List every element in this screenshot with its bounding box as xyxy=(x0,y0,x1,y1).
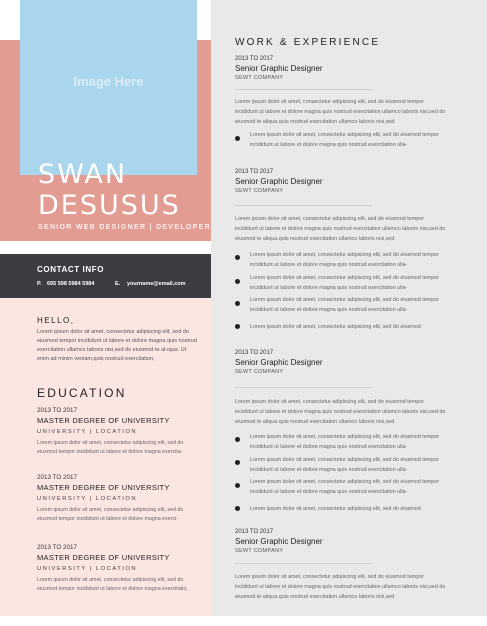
profile-photo-placeholder xyxy=(20,0,197,175)
bullet-icon xyxy=(235,460,240,465)
education-description: Lorem ipsum dolor sit amet, consectetur adipiscing elit, sed do eiusmod tempor incididunt ut labore et dolore magna exercita- xyxy=(37,440,184,455)
job-year: 2013 TO 2017 xyxy=(235,350,274,356)
bullet-icon xyxy=(235,324,240,329)
job-description: Lorem ipsum dolor sit amet, consectetur adipiscing elit, sed do eiusmod tempor incididunt ut labore et dolore magna quis nostrud exercitation ullamco laboris nisi,sed do eiusmod te aliqua.quis nostrud exercitation ullamco laboris nisi,sed xyxy=(235,216,446,242)
education-school: UNIVERSITY | LOCATION xyxy=(37,566,138,572)
phone-number: 695 598 5984 5984 xyxy=(47,281,95,287)
job-company: SEWT COMPANY xyxy=(235,75,284,81)
job-bullet: Lorem ipsum dolor sit amet, consectetur adipiscing elit, sed do eiusmod tempor incididunt ut labore et dolore magna quis nostrud exercitation ulla- xyxy=(250,275,440,291)
job-title: Senior Graphic Designer xyxy=(235,537,323,546)
job-description: Lorem ipsum dolor sit amet, consectetur adipiscing elit, sed do eiusmod tempor incididunt ut labore et dolore magna quis nostrud exercitation ullamco laboris nisi,sed do eiusmod te aliqua.quis nostrud exercitation ullamco laboris nisi,sed xyxy=(235,399,446,425)
hello-paragraph: Lorem ipsum dolor sit amet, consectetur adipiscing elit, sed do eiusmod tempor incididunt ut labore et dolore magna quis nostrud exercitation ullamco laboris nisi,sed do eiusmod te al-iqua. Ut enim ad minim veniam,quis nostrud exercitation, xyxy=(37,329,197,362)
work-experience-heading: WORK & EXPERIENCE xyxy=(235,37,381,48)
job-title: Senior Graphic Designer xyxy=(235,177,323,186)
education-item xyxy=(37,474,202,524)
hello-heading: HELLO, xyxy=(37,316,75,325)
job-company: SEWT COMPANY xyxy=(235,369,284,375)
job-year: 2013 TO 2017 xyxy=(235,169,274,175)
job-year: 2013 TO 2017 xyxy=(235,529,274,535)
job-role-subtitle: SENIOR WEB DESIGNER | DEVELOPER xyxy=(38,224,211,231)
job-bullet: Lorem ipsum dolor sit amet, consectetur adipiscing elit, sed do eiusmod xyxy=(250,324,421,330)
job-bullet: Lorem ipsum dolor sit amet, consectetur adipiscing elit, sed do eiusmod tempor incididunt ut labore et dolore magna quis nostrud exercitation ulla- xyxy=(250,297,440,313)
bullet-icon xyxy=(235,483,240,488)
job-bullet: Lorem ipsum dolor sit amet, consectetur adipiscing elit, sed do eiusmod tempor incididunt ut labore et dolore magna quis nostrud exercitation ulla- xyxy=(250,479,440,495)
education-school: UNIVERSITY | LOCATION xyxy=(37,429,138,435)
job-header xyxy=(235,529,445,554)
job-header xyxy=(235,169,445,194)
phone-label: P. xyxy=(37,281,42,287)
email-address: yourname@email.com xyxy=(127,281,186,287)
bullet-icon xyxy=(235,279,240,284)
last-name: DESUSUS xyxy=(38,190,181,221)
education-degree: MASTER DEGREE OF UNIVERSITY xyxy=(37,553,170,562)
job-bullet: Lorem ipsum dolor sit amet, consectetur adipiscing elit, sed do eiusmod tempor incididunt ut labore et dolore magna quis nostrud exercitation ulla- xyxy=(250,457,440,473)
education-heading: EDUCATION xyxy=(37,386,127,400)
contact-title: CONTACT INFO xyxy=(37,265,105,274)
bullet-icon xyxy=(235,255,240,260)
education-degree: MASTER DEGREE OF UNIVERSITY xyxy=(37,483,170,492)
job-header xyxy=(235,56,445,81)
education-description: Lorem ipsum dolor sit amet, consectetur adipiscing elit, sed do eiusmod tempor incididunt ut labore et dolore magna exerci- xyxy=(37,507,184,522)
job-header xyxy=(235,350,445,375)
job-description: Lorem ipsum dolor sit amet, consectetur adipiscing elit, sed do eiusmod tempor incididunt ut labore et dolore magna quis nostrud exercitation ullamco laboris nisi,sed do eiusmod te aliqua.quis nostrud exercitation ullamco laboris nisi,sed xyxy=(235,99,446,125)
job-bullet: Lorem ipsum dolor sit amet, consectetur adipiscing elit, sed do eiusmod tempor incididunt ut labore et dolore magna quis nostrud exercitation ulla- xyxy=(250,434,440,450)
divider xyxy=(235,563,372,564)
education-item xyxy=(37,407,202,457)
bullet-icon xyxy=(235,437,240,442)
job-year: 2013 TO 2017 xyxy=(235,56,274,62)
job-company: SEWT COMPANY xyxy=(235,188,284,194)
job-title: Senior Graphic Designer xyxy=(235,64,323,73)
divider xyxy=(235,89,372,90)
job-company: SEWT COMPANY xyxy=(235,548,284,554)
education-year: 2013 TO 2017 xyxy=(37,544,78,551)
education-item xyxy=(37,544,202,594)
education-description: Lorem ipsum dolor sit amet, consectetur adipiscing elit, sed do eiusmod tempor incididunt ut labore et dolore magna exercitatio, xyxy=(37,577,188,592)
job-bullet: Lorem ipsum dolor sit amet, consectetur adipiscing elit, sed do eiusmod tempor incididunt ut labore et dolore magna quis nostrud exercitation ulla- xyxy=(250,132,440,148)
education-year: 2013 TO 2017 xyxy=(37,474,78,481)
job-bullet: Lorem ipsum dolor sit amet, consectetur adipiscing elit, sed do eiusmod tempor incididunt ut labore et dolore magna quis nostrud exercitation ulla- xyxy=(250,252,440,268)
job-title: Senior Graphic Designer xyxy=(235,358,323,367)
email-label: E. xyxy=(115,281,121,287)
education-school: UNIVERSITY | LOCATION xyxy=(37,496,138,502)
job-description: Lorem ipsum dolor sit amet, consectetur adipiscing elit, sed do eiusmod tempor incididunt ut labore et dolore magna quis nostrud exercitation ullamco laboris nisi,sed do eiusmod te aliqua.quis nostrud exercitation ullamco laboris nisi,sed xyxy=(235,574,446,600)
bullet-icon xyxy=(235,301,240,306)
education-degree: MASTER DEGREE OF UNIVERSITY xyxy=(37,416,170,425)
divider xyxy=(235,387,372,388)
bullet-icon xyxy=(235,506,240,511)
job-bullet: Lorem ipsum dolor sit amet, consectetur adipiscing elit, sed do eiusmod xyxy=(250,506,421,512)
first-name: SWAN xyxy=(38,159,128,190)
bullet-icon xyxy=(235,136,240,141)
education-year: 2013 TO 2017 xyxy=(37,407,78,414)
divider xyxy=(235,205,372,206)
contact-info-bar xyxy=(0,254,211,298)
photo-placeholder-label: Image Here xyxy=(73,74,144,89)
